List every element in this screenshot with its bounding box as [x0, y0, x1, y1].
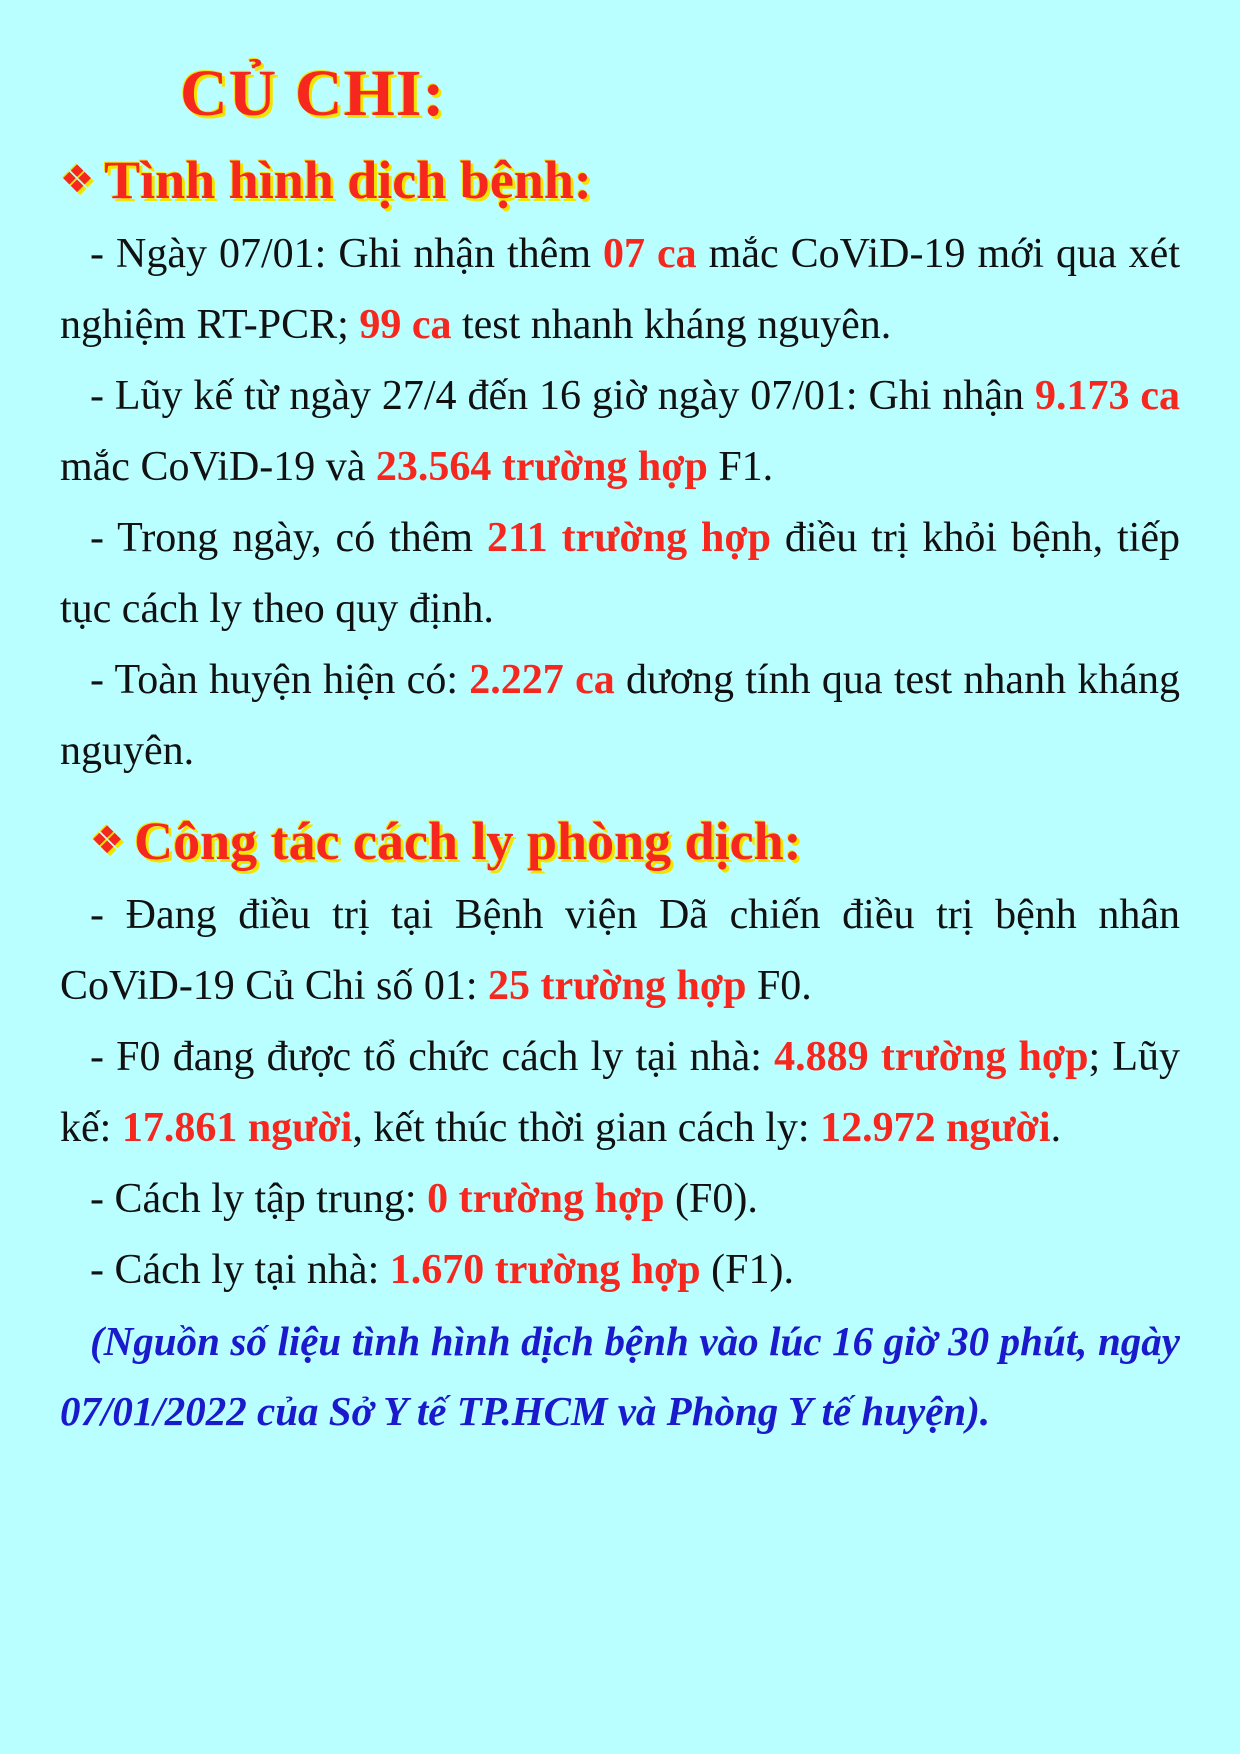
paragraph-home-isolation-f1 — [60, 1235, 1180, 1306]
highlight-value: 211 trường hợp — [487, 515, 771, 561]
paragraph-concentrated-isolation — [60, 1164, 1180, 1235]
paragraph-cumulative-cases — [60, 361, 1180, 503]
highlight-value: 99 ca — [359, 302, 452, 348]
text: mắc CoViD-19 mới qua xét nghiệm RT-PCR; — [60, 231, 1180, 348]
text: - Đang điều trị tại Bệnh viện Dã chiến điều trị bệnh nhân CoViD-19 Củ Chi số 01: — [60, 892, 1180, 1009]
section-heading-label: Công tác cách ly phòng dịch: — [134, 811, 802, 871]
section-heading-label: Tình hình dịch bệnh: — [104, 150, 592, 210]
highlight-value: 23.564 trường hợp — [375, 444, 708, 490]
section-heading-isolation — [90, 801, 1180, 880]
page-title: CỦ CHI: — [180, 57, 446, 130]
text: (F0). — [664, 1176, 758, 1222]
highlight-value: 1.670 trường hợp — [389, 1247, 701, 1293]
text: . — [1050, 1105, 1062, 1151]
highlight-value: 9.173 ca — [1034, 373, 1180, 419]
diamond-icon: ❖ — [90, 818, 125, 862]
source-note: (Nguồn số liệu tình hình dịch bệnh vào lúc 16 giờ 30 phút, ngày 07/01/2022 của Sở Y tế TP.HCM và Phòng Y tế huyện). — [60, 1318, 1180, 1434]
section-heading-disease-situation — [60, 140, 1180, 219]
text: F1. — [707, 444, 774, 490]
paragraph-new-cases — [60, 219, 1180, 361]
highlight-value: 4.889 trường hợp — [774, 1034, 1089, 1080]
paragraph-recovered — [60, 503, 1180, 645]
highlight-value: 07 ca — [603, 231, 697, 277]
highlight-value: 0 trường hợp — [427, 1176, 665, 1222]
text: - F0 đang được tổ chức cách ly tại nhà: — [90, 1034, 775, 1080]
text: - Cách ly tại nhà: — [90, 1247, 390, 1293]
text: - Cách ly tập trung: — [90, 1176, 428, 1222]
text: test nhanh kháng nguyên. — [451, 302, 892, 348]
text: , kết thúc thời gian cách ly: — [352, 1105, 821, 1151]
text: - Trong ngày, có thêm — [90, 515, 488, 561]
highlight-value: 12.972 người — [820, 1105, 1051, 1151]
text: - Lũy kế từ ngày 27/4 đến 16 giờ ngày 07/01: Ghi nhận — [90, 373, 1035, 419]
text: ; Lũy kế: — [60, 1034, 1181, 1151]
paragraph-rapid-test-positive — [60, 645, 1180, 787]
text: dương tính qua test nhanh kháng nguyên. — [60, 657, 1180, 774]
text: - Ngày 07/01: Ghi nhận thêm — [90, 231, 603, 277]
highlight-value: 17.861 người — [121, 1105, 353, 1151]
paragraph-field-hospital — [60, 880, 1180, 1022]
text: mắc CoViD-19 và — [60, 444, 376, 490]
highlight-value: 2.227 ca — [469, 657, 615, 703]
paragraph-home-isolation-f0 — [60, 1022, 1180, 1164]
text: F0. — [746, 963, 812, 1009]
text: - Toàn huyện hiện có: — [90, 657, 470, 703]
highlight-value: 25 trường hợp — [488, 963, 747, 1009]
text: (F1). — [700, 1247, 795, 1293]
diamond-icon: ❖ — [60, 157, 95, 201]
text: điều trị khỏi bệnh, tiếp tục cách ly theo quy định. — [60, 515, 1180, 632]
